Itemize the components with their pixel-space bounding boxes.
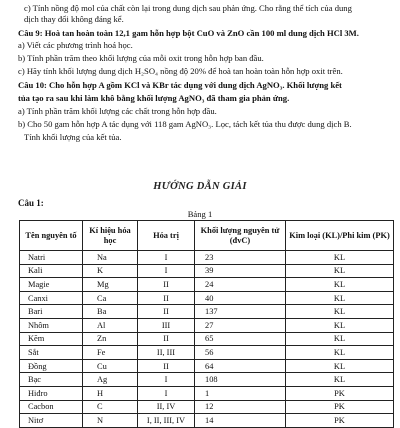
table-row	[20, 278, 394, 292]
table-row	[20, 264, 394, 278]
cell-valence: II	[138, 359, 195, 373]
cell-mass: 27	[195, 318, 286, 332]
table-header-row	[20, 221, 394, 251]
table-row	[20, 346, 394, 360]
table-row	[20, 251, 394, 265]
text-line-2: dịch thay đổi không đáng kể.	[24, 14, 124, 24]
question-10-b: b) Cho 50 gam hỗn hợp A tác dụng với 118 gam AgNO₃. Lọc, tách kết tủa thu được dung dịch B.	[18, 119, 352, 129]
cell-name: Đồng	[20, 359, 83, 373]
cell-symbol: Ba	[83, 305, 138, 319]
cell-name: Magie	[20, 278, 83, 292]
cell-mass: 56	[195, 346, 286, 360]
table-row	[20, 318, 394, 332]
cell-name: Nitơ	[20, 414, 83, 428]
cell-symbol: Ag	[83, 373, 138, 387]
question-9-b: b) Tính phần trăm theo khối lượng của mỗi oxit trong hỗn hợp ban đầu.	[18, 53, 264, 63]
cell-mass: 23	[195, 251, 286, 265]
cell-valence: II	[138, 332, 195, 346]
cell-valence: III	[138, 318, 195, 332]
table-row	[20, 332, 394, 346]
cell-mass: 137	[195, 305, 286, 319]
table-row	[20, 359, 394, 373]
cell-name: Bạc	[20, 373, 83, 387]
cell-mass: 40	[195, 291, 286, 305]
cell-valence: I	[138, 373, 195, 387]
cell-name: Bari	[20, 305, 83, 319]
cell-type: PK	[286, 414, 394, 428]
header-symbol: Kí hiệu hóa học	[83, 221, 138, 251]
cell-type: KL	[286, 332, 394, 346]
cell-type: KL	[286, 373, 394, 387]
question-10-a: a) Tính phần trăm khối lượng các chất trong hỗn hợp đầu.	[18, 106, 217, 116]
cell-type: KL	[286, 264, 394, 278]
question-10-title: Câu 10: Cho hỗn hợp A gồm KCl và KBr tác dụng với dung dịch AgNO₃. Khối lượng kết	[18, 80, 342, 90]
cell-valence: I	[138, 251, 195, 265]
cell-symbol: K	[83, 264, 138, 278]
cell-mass: 1	[195, 386, 286, 400]
cell-symbol: Ca	[83, 291, 138, 305]
text-line-1: c) Tính nồng độ mol của chất còn lại trong dung dịch sau phản ứng. Cho rằng thể tích của dung	[24, 3, 352, 13]
answer-label: Câu 1:	[18, 198, 44, 208]
cell-type: KL	[286, 346, 394, 360]
cell-type: PK	[286, 400, 394, 414]
question-10-title-cont: tủa tạo ra sau khi làm khô bằng khối lượng AgNO₃ đã tham gia phản ứng.	[18, 93, 290, 103]
cell-mass: 65	[195, 332, 286, 346]
cell-type: KL	[286, 318, 394, 332]
cell-symbol: Fe	[83, 346, 138, 360]
cell-mass: 12	[195, 400, 286, 414]
cell-name: Natri	[20, 251, 83, 265]
table-row	[20, 386, 394, 400]
header-atomic-mass: Khối lượng nguyên tử (đvC)	[195, 221, 286, 251]
section-heading: HƯỚNG DẪN GIẢI	[153, 181, 247, 192]
element-table	[19, 220, 394, 428]
cell-valence: II	[138, 305, 195, 319]
cell-name: Nhôm	[20, 318, 83, 332]
table-row	[20, 373, 394, 387]
cell-valence: II, III	[138, 346, 195, 360]
table-row	[20, 291, 394, 305]
header-element-name: Tên nguyên tố	[20, 221, 83, 251]
cell-name: Cacbon	[20, 400, 83, 414]
cell-name: Sắt	[20, 346, 83, 360]
question-9-title: Câu 9: Hoà tan hoàn toàn 12,1 gam hỗn hợp bột CuO và ZnO cần 100 ml dung dịch HCl 3M.	[18, 28, 359, 38]
cell-type: KL	[286, 305, 394, 319]
cell-symbol: Mg	[83, 278, 138, 292]
cell-symbol: Cu	[83, 359, 138, 373]
cell-mass: 14	[195, 414, 286, 428]
cell-mass: 64	[195, 359, 286, 373]
table-caption: Bảng 1	[187, 209, 213, 219]
cell-mass: 39	[195, 264, 286, 278]
cell-symbol: Na	[83, 251, 138, 265]
cell-symbol: H	[83, 386, 138, 400]
table-row	[20, 400, 394, 414]
cell-name: Canxi	[20, 291, 83, 305]
cell-symbol: Zn	[83, 332, 138, 346]
cell-name: Kali	[20, 264, 83, 278]
cell-type: KL	[286, 251, 394, 265]
table-row	[20, 305, 394, 319]
header-valence: Hóa trị	[138, 221, 195, 251]
table-row	[20, 414, 394, 428]
cell-valence: I	[138, 264, 195, 278]
cell-valence: I	[138, 386, 195, 400]
header-metal-nonmetal: Kim loại (KL)/Phi kim (PK)	[286, 221, 394, 251]
cell-valence: I, II, III, IV	[138, 414, 195, 428]
cell-type: KL	[286, 359, 394, 373]
question-10-b-cont: Tính khối lượng của kết tủa.	[24, 132, 122, 142]
cell-type: PK	[286, 386, 394, 400]
cell-mass: 24	[195, 278, 286, 292]
cell-name: Hiđro	[20, 386, 83, 400]
cell-symbol: C	[83, 400, 138, 414]
cell-valence: II	[138, 291, 195, 305]
question-9-c: c) Hãy tính khối lượng dung dịch H₂SO₄ nồng độ 20% để hoà tan hoàn toàn hỗn hợp oxit trên.	[18, 66, 343, 76]
cell-symbol: Al	[83, 318, 138, 332]
cell-type: KL	[286, 278, 394, 292]
cell-name: Kẽm	[20, 332, 83, 346]
cell-symbol: N	[83, 414, 138, 428]
cell-valence: II, IV	[138, 400, 195, 414]
question-9-a: a) Viết các phương trình hoá học.	[18, 40, 133, 50]
cell-mass: 108	[195, 373, 286, 387]
cell-valence: II	[138, 278, 195, 292]
cell-type: KL	[286, 291, 394, 305]
